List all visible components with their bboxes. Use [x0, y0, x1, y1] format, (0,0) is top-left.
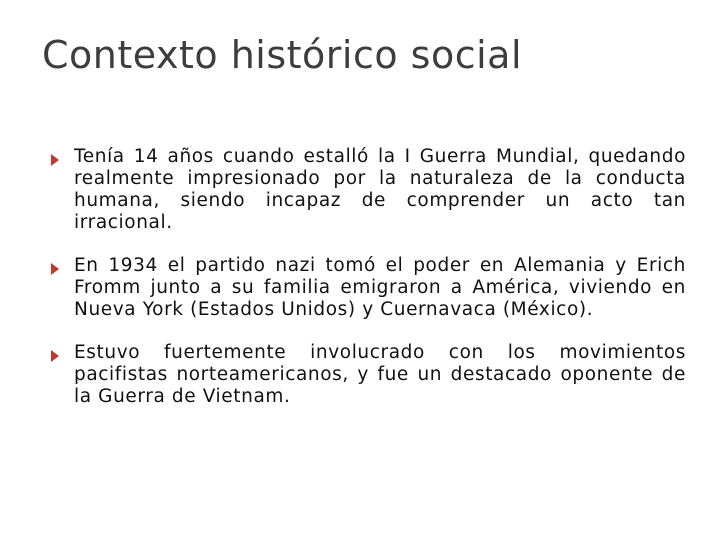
- slide-title: Contexto histórico social: [42, 33, 523, 77]
- bullet-item-1: [50, 146, 686, 234]
- bullet-list: [50, 146, 686, 429]
- bullet-item-3: [50, 342, 686, 408]
- bullet-text: Estuvo fuertemente involucrado con los movimientos pacifistas norteamericanos, y fue un destacado oponente de la Guerra de Vietnam.: [74, 342, 686, 407]
- triangle-right-icon: [51, 263, 59, 275]
- bullet-item-2: [50, 255, 686, 321]
- triangle-right-icon: [51, 154, 59, 166]
- bullet-text: En 1934 el partido nazi tomó el poder en Alemania y Erich Fromm junto a su familia emigraron a América, viviendo en Nueva York (Estados Unidos) y Cuernavaca (México).: [74, 255, 686, 320]
- bullet-text: Tenía 14 años cuando estalló la I Guerra Mundial, quedando realmente impresionado por la naturaleza de la conducta humana, siendo incapaz de comprender un acto tan irracional.: [74, 146, 686, 233]
- triangle-right-icon: [51, 350, 59, 362]
